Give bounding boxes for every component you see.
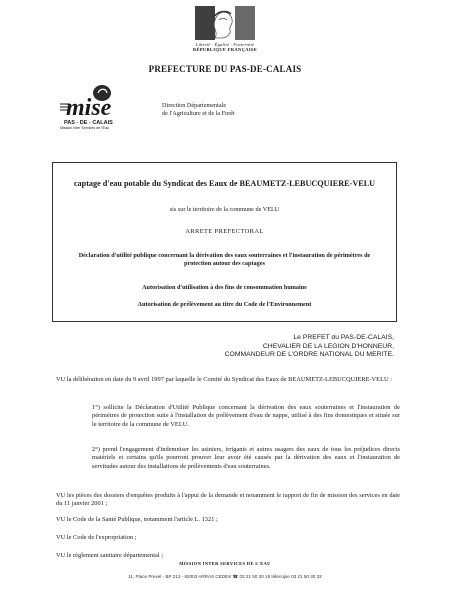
mise-logo-text: mise bbox=[66, 95, 112, 121]
title-box bbox=[52, 162, 397, 322]
ddaf-line-2: de l'Agriculture et de la Forêt bbox=[162, 110, 235, 117]
vu-pieces: VU les pièces des dossiers d'enquêtes produits à l'appui de la demande et notamment le rapport de fin de mission des services en date du 11 janvier 2001 ; bbox=[56, 492, 400, 508]
prefet-line-1: Le PREFET du PAS-DE-CALAIS, bbox=[293, 334, 394, 341]
autorisation-utilisation: Autorisation d'utilisation à des fins de consommation humaine bbox=[142, 284, 307, 291]
republique-francaise-logo bbox=[190, 6, 260, 52]
location-line: sis sur le territoire de la commune de VELU bbox=[169, 206, 280, 213]
vu-code-expropriation: VU le Code de l'expropriation ; bbox=[56, 534, 137, 541]
marianne-flag-icon bbox=[195, 6, 255, 40]
prefet-line-3: COMMANDEUR DE L'ORDRE NATIONAL DU MERITE. bbox=[224, 351, 394, 359]
ddaf-line-1: Direction Départementale bbox=[162, 102, 227, 109]
footer-title: MISSION INTER SERVICES DE L'EAU bbox=[179, 561, 271, 566]
item-2: 2°) prend l'engagement d'indemniser les usiniers, irrigants et autres usagers des eaux de tous les préjudices directs matériels et certains qu'ils pourront prouver leur avoir été causés par la dérivation des eaux et l'instauration de servitudes autour des installations de prélèvements d'eau souterraines. bbox=[92, 446, 400, 470]
prefet-block bbox=[214, 334, 394, 360]
mise-dept-text: PAS - DE - CALAIS bbox=[64, 120, 113, 126]
ddaf-block bbox=[162, 102, 235, 118]
prefecture-heading: PREFECTURE DU PAS-DE-CALAIS bbox=[148, 64, 302, 74]
vu-reglement: VU le règlement sanitaire départemental ; bbox=[56, 552, 163, 559]
arrete-heading: ARRETE PREFECTORAL bbox=[185, 228, 264, 235]
item-1: 1°) sollicite la Déclaration d'Utilité Publique concernant la dérivation des eaux souterraines et l'instauration de périmètres de protection suite à l'installation de prélèvement d'eau de nappe, utilisé à des fins domestiques et située sur le territoire de la commune de VELU. bbox=[92, 404, 400, 428]
rf-motto: Liberté · Égalité · Fraternité bbox=[195, 42, 255, 47]
rf-name: RÉPUBLIQUE FRANÇAISE bbox=[192, 47, 258, 52]
mise-subtitle: Mission Inter Services de l'Eau bbox=[60, 126, 110, 130]
mise-logo bbox=[60, 84, 124, 134]
prefet-line-2: CHEVALIER DE LA LEGION D'HONNEUR, bbox=[262, 342, 394, 350]
declaration-text: Déclaration d'utilité publique concernant la dérivation des eaux souterraines et l'instauration de périmètres de protection autour des captages bbox=[78, 252, 371, 267]
vu-code-sante: VU le Code de la Santé Publique, notamment l'article L. 1321 ; bbox=[56, 516, 218, 523]
vu-deliberation: VU la délibération en date du 9 avril 1997 par laquelle le Comité du Syndicat des Eaux de BEAUMETZ-LEBUCQUIERE-VELU : bbox=[56, 376, 392, 383]
autorisation-prelevement: Autorisation de prélèvement au titre du Code de l'Environnement bbox=[137, 301, 312, 308]
document-title: captage d'eau potable du Syndicat des Eaux de BEAUMETZ-LEBUCQUIERE-VELU bbox=[73, 179, 376, 188]
footer-address: 11, Place Prevel - BP 213 - 62003 ARRAS CEDEX ☎ 03 21 50 30 18 télécopie 03 21 50 30 32 bbox=[128, 574, 322, 579]
